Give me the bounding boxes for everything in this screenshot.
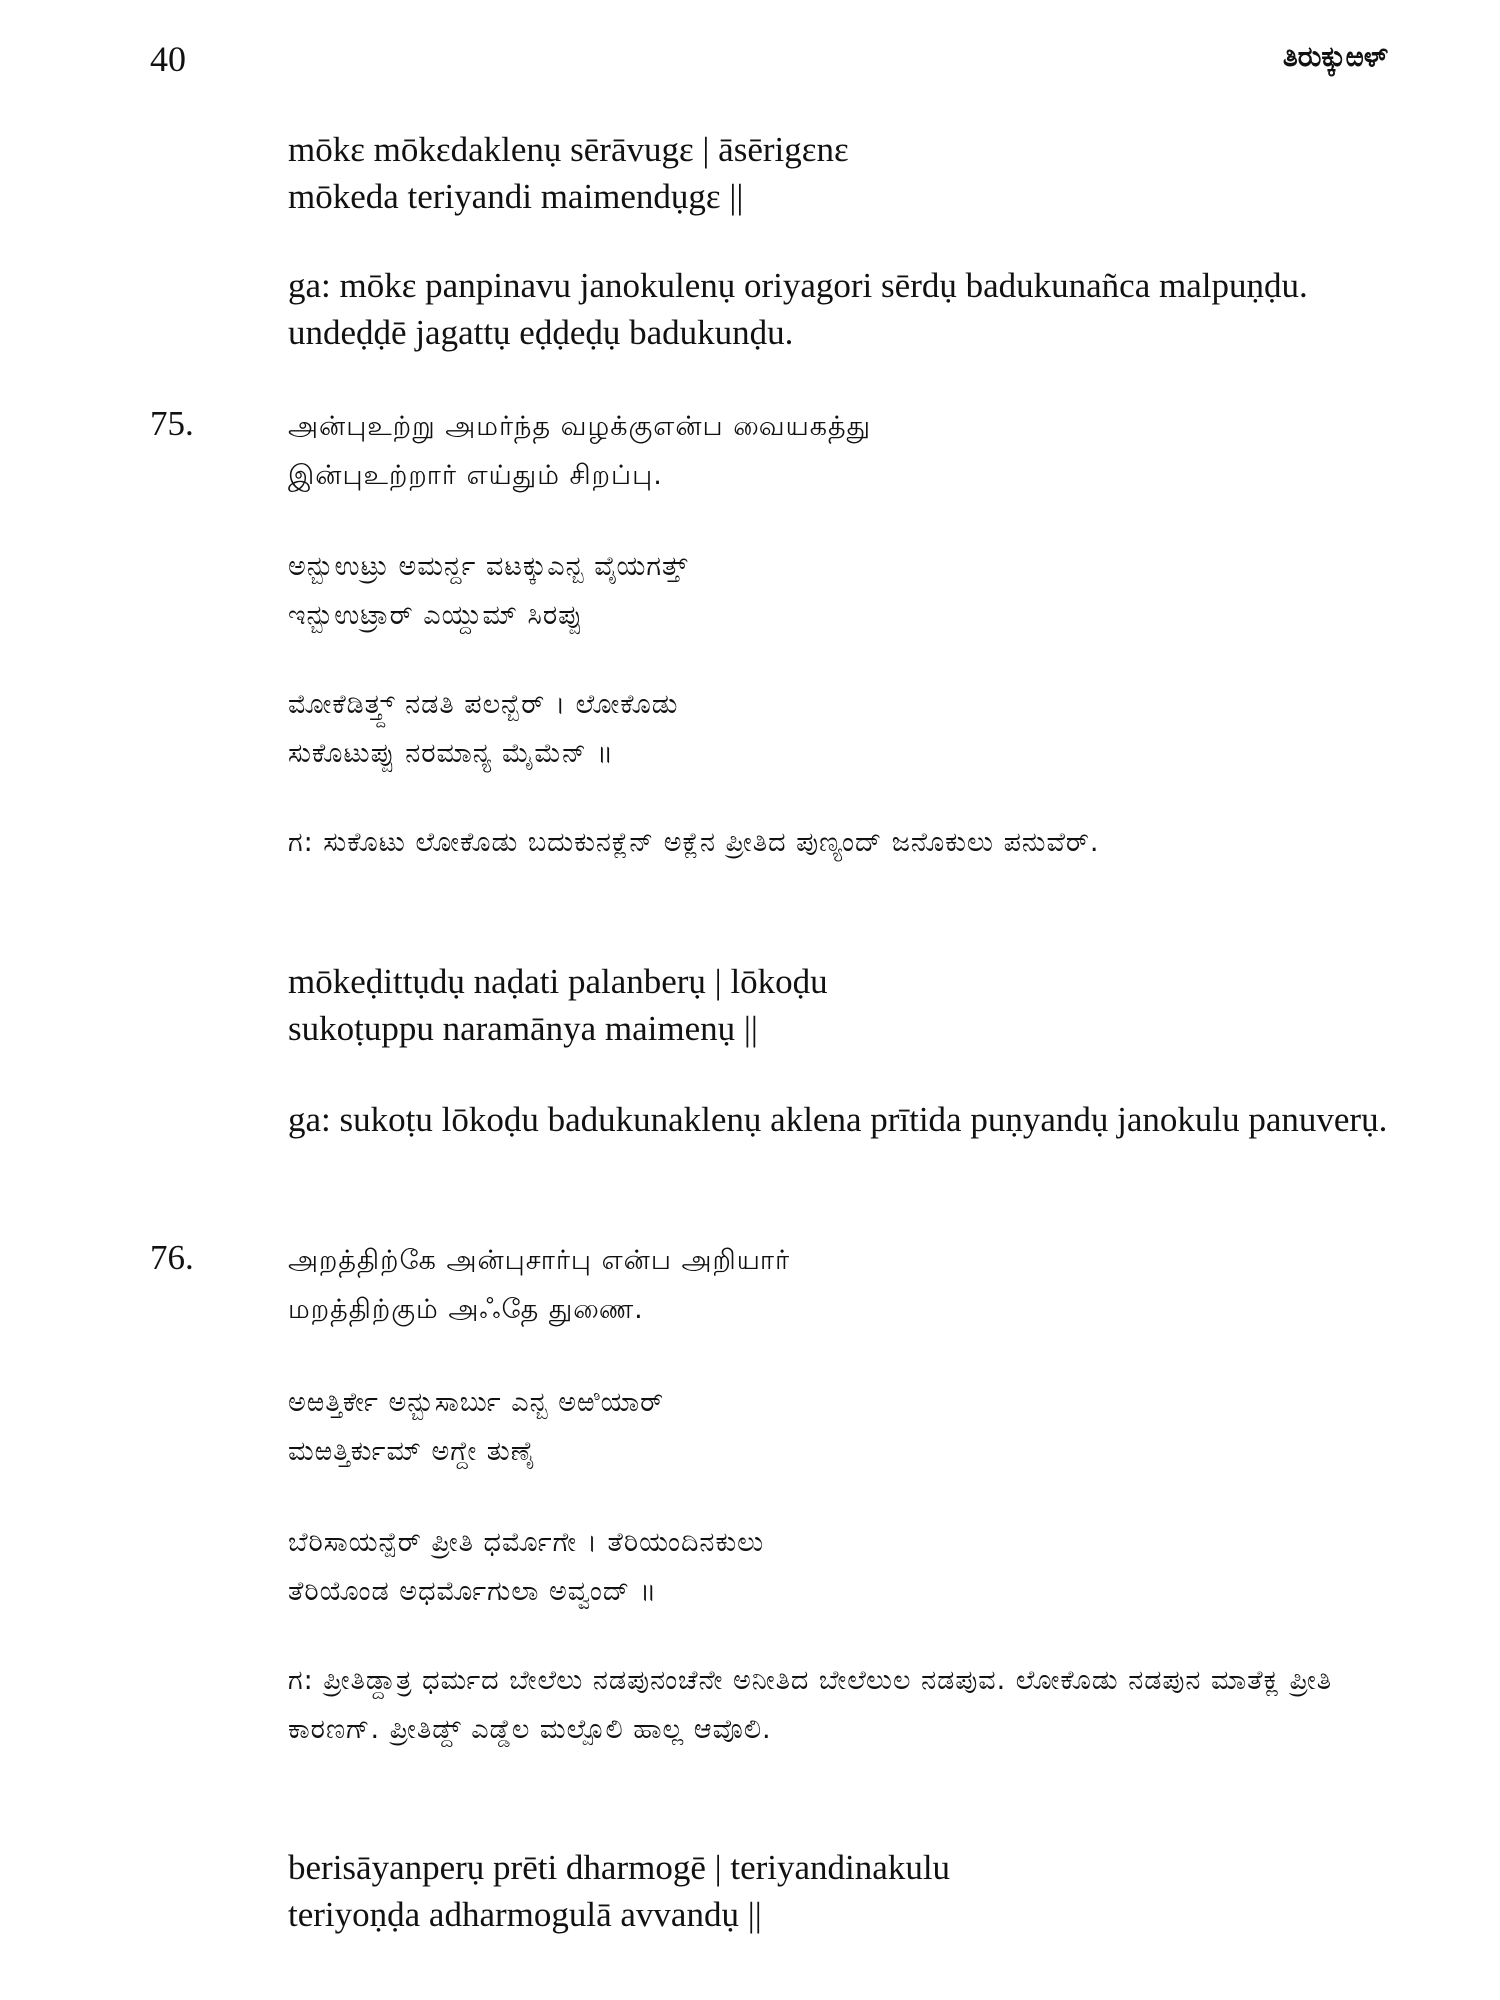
running-head: ತಿರುಕ್ಕುಱಳ್ xyxy=(1282,40,1388,73)
transliteration-line: berisāyanperụ prēti dharmogē | teriyandinakulu xyxy=(288,1848,951,1887)
tamil-line: அன்புஉற்று அமர்ந்த வழக்குஎன்ப வையகத்து xyxy=(288,411,872,442)
verse-number-76: 76. xyxy=(150,1238,194,1277)
verse-75-kannada-script xyxy=(288,542,1398,640)
kannada-script-line: ಅನ್ಬುಉಟ್ರು ಅಮರ್ನ್ದ ವಟಕ್ಕುಎನ್ಬ ವೈಯಗತ್ತ್ xyxy=(288,551,689,582)
transliteration-line: teriyoṇḍa adharmogulā avvandụ || xyxy=(288,1895,762,1934)
kannada-gloss-paragraph: ಗ: ಪ್ರೀತಿಡ್ದಾತ್ರ ಧರ್ಮದ ಬೇಲೆಲು ನಡಪುನಂಚೆನೇ ಅನೀತಿದ ಬೇಲೆಲುಲ ನಡಪುವ. ಲೋಕೊಡು ನಡಪುನ ಮಾತೆಕ್ಲ ಪ್ರೀತಿ ಕಾರಣಗ್. ಪ್ರೀತಿಡ್ದ್ ಎಡ್ಡೆಲ ಮಲ್ಪೊಲಿ ಹಾಲ್ಲ ಆವೊಲಿ. xyxy=(288,1665,1333,1745)
transliteration-line: sukoṭuppu naramānya maimenụ || xyxy=(288,1009,758,1048)
page-number: 40 xyxy=(150,39,186,79)
transliteration-line: mōkeda teriyandi maimendụgɛ || xyxy=(288,177,744,216)
kannada-translation-line: ತೆರಿಯೊಂಡ ಅಧರ್ಮೊಗುಲಾ ಅವ್ವಂದ್ ॥ xyxy=(288,1576,658,1607)
verse-75-kannada-gloss xyxy=(288,818,1398,867)
kannada-translation-line: ಬೆರಿಸಾಯನ್ಪೆರ್ ಪ್ರೀತಿ ಧರ್ಮೊಗೇ । ತೆರಿಯಂದಿನಕುಲು xyxy=(288,1527,765,1558)
kannada-translation-line: ಮೋಕೆಡಿತ್ತ್ದ್ ನಡತಿ ಪಲನ್ಬೆರ್ । ಲೋಕೊಡು xyxy=(288,689,679,720)
kannada-script-line: ಇನ್ಬುಉಟ್ರಾರ್ ಎಯ್ದುಮ್ ಸಿರಪ್ಪು xyxy=(288,600,584,631)
verse-76-kannada-translation xyxy=(288,1518,1398,1616)
intro-transliteration xyxy=(288,126,1398,220)
intro-gloss xyxy=(288,262,1398,356)
verse-76-transliteration xyxy=(288,1844,1398,1938)
tamil-line: இன்புஉற்றார் எய்தும் சிறப்பு. xyxy=(288,460,663,491)
kannada-translation-line: ಸುಕೊಟುಪ್ಪು ನರಮಾನ್ಯ ಮೈಮೆನ್ ॥ xyxy=(288,738,614,769)
verse-75-transliteration xyxy=(288,958,1398,1052)
kannada-gloss-paragraph: ಗ: ಸುಕೊಟು ಲೋಕೊಡು ಬದುಕುನಕ್ಲೆನ್ ಅಕ್ಲೆನ ಪ್ರೀತಿದ ಪುಣ್ಯಂದ್ ಜನೊಕುಲು ಪನುವೆರ್. xyxy=(288,827,1100,858)
verse-76-tamil xyxy=(288,1236,1398,1334)
gloss-paragraph: ga: mōkɛ panpinavu janokulenụ oriyagori sērdụ badukunañca malpuṇḍu. undeḍḍē jagattụ eḍḍeḍụ badukunḍu. xyxy=(288,266,1308,352)
verse-75-gloss xyxy=(288,1096,1398,1143)
transliteration-line: mōkeḍittụdụ naḍati palanberụ | lōkoḍu xyxy=(288,962,828,1001)
verse-75-kannada-translation xyxy=(288,680,1398,778)
kannada-script-line: ಅಱತ್ತಿರ್ಕೇ ಅನ್ಬುಸಾರ್ಬು ಎನ್ಬ ಅಱಿಯಾರ್ xyxy=(288,1387,665,1418)
verse-75-tamil xyxy=(288,402,1398,500)
gloss-paragraph: ga: sukoṭu lōkoḍu badukunaklenụ aklena prītida puṇyandụ janokulu panuverụ. xyxy=(288,1100,1388,1139)
tamil-line: மறத்திற்கும் அஃதே துணை. xyxy=(288,1294,644,1325)
transliteration-line: mōkɛ mōkɛdaklenụ sērāvugɛ | āsērigɛnɛ xyxy=(288,130,849,169)
verse-76-kannada-script xyxy=(288,1378,1398,1476)
tamil-line: அறத்திற்கே அன்புசார்பு என்ப அறியார் xyxy=(288,1245,791,1276)
verse-number-75: 75. xyxy=(150,404,194,443)
kannada-script-line: ಮಱತ್ತಿರ್ಕುಮ್ ಅಗ್ದೇ ತುಣೈ xyxy=(288,1436,536,1467)
verse-76-kannada-gloss xyxy=(288,1656,1398,1754)
